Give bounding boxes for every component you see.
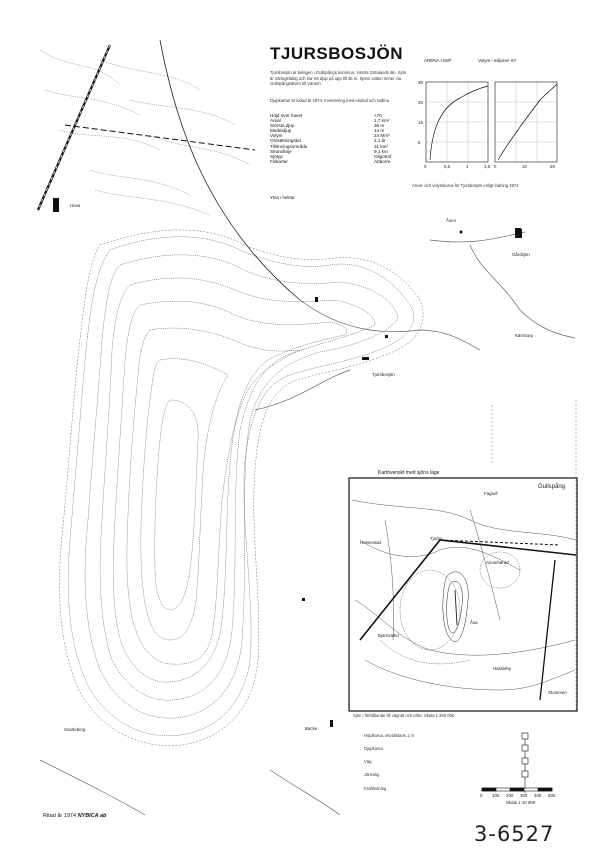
inset-label: Stommen <box>548 690 567 695</box>
legend-item: Djupkurva <box>364 746 383 751</box>
fact-label: Strandlinje <box>270 148 292 154</box>
tick-label: 0 <box>424 164 427 169</box>
facts-table <box>270 113 420 164</box>
scale-label: 100 <box>492 793 500 798</box>
legend-item: Järnväg <box>364 772 379 777</box>
fact-value: Oligotrof <box>374 153 392 159</box>
fact-value: Abborre <box>374 158 391 164</box>
inset-title: Kartöversikt med sjöns läge <box>378 470 440 476</box>
place-label-svarteberg: Svarteberg <box>64 727 86 732</box>
fact-value: +70 <box>374 113 382 118</box>
inset-map <box>349 478 577 711</box>
tick-label: 5 <box>418 140 421 145</box>
place-label-backe: Backe <box>305 726 318 731</box>
inset-label: Björnsätter <box>378 633 400 638</box>
tick-label: 0 <box>494 164 497 169</box>
footer-credit <box>43 813 106 819</box>
fact-label: Sjötyp <box>270 153 283 159</box>
place-label-asen: Åsen <box>446 218 457 223</box>
intro-text: Tjursbosjön är belägen i Gullspångs kommun, Västra Götalands län. Sjön är näringsfattig och har ett djup på upp till 36 m. Sjöns vatten rinner via Gullspångsälven till Vänern. <box>270 70 407 87</box>
fact-label: Tillrinningsområde <box>270 143 308 149</box>
fact-label: Medeldjup <box>270 128 292 134</box>
farm-house <box>517 229 522 238</box>
fact-value: 36 m <box>374 123 385 129</box>
fact-label: Största djup <box>270 123 295 129</box>
railway <box>38 45 110 210</box>
tick-label: 1 <box>466 164 469 169</box>
right-chart-header: Volym i miljoner m³ <box>478 58 517 63</box>
publisher: NYBICA ab <box>77 813 107 819</box>
fact-label: Omsättningstid <box>270 138 301 144</box>
fact-value: 14 m <box>374 128 385 134</box>
scale-label: 500 <box>548 793 556 798</box>
inset-label: Amnehärad <box>486 560 509 565</box>
place-label-gardsjon: Gårdsjön <box>512 252 530 257</box>
inset-label: Hassleby <box>493 666 512 671</box>
fact-value: 31 km² <box>374 143 389 149</box>
power-line <box>65 125 255 150</box>
legend-item: Kraftledning <box>364 786 387 791</box>
tick-label: 10 <box>522 164 527 169</box>
place-label-karrstorp: Kärrstorp <box>515 333 534 338</box>
place-label-lake: Tjursbosjön <box>372 372 395 377</box>
tick-label: 1,5 <box>484 164 491 169</box>
fact-value: 1,7 km² <box>374 118 390 124</box>
tick-label: 0,5 <box>444 164 451 169</box>
drawn-by: Ritad år 1974 <box>43 813 77 819</box>
fact-label: Areal <box>270 118 281 124</box>
fact-label: Höjd över havet <box>270 113 303 118</box>
tick-label: 15 <box>418 120 423 125</box>
tick-label: 35 <box>418 80 423 85</box>
fact-value: 24 Mm³ <box>374 133 390 139</box>
area-curve <box>430 86 488 160</box>
fact-value: 2,1 år <box>374 138 386 144</box>
station-building <box>53 198 59 212</box>
scale-unit: Skala 1:10 000 <box>506 800 536 805</box>
fact-label: Fiskarter <box>270 158 288 164</box>
survey-text: Djupkartan är lodad år 1974. Inventering med ekolod och lodlina. <box>270 98 391 103</box>
inset-label: Gullspång <box>538 484 566 490</box>
fact-value: 9,1 km <box>374 148 388 154</box>
inset-label: Holmestad <box>360 540 381 545</box>
tick-label: 20 <box>550 164 555 169</box>
fact-label: Volym <box>270 133 283 139</box>
inset-label: Fagrull <box>484 491 498 496</box>
legend-item: Väg <box>364 759 372 764</box>
place-label-hova: Hova <box>70 203 81 208</box>
chart-caption: Areal- och volymkurva för Tjursbosjön enligt lodning 1974 <box>412 183 519 188</box>
inset-caption: Sjön i förhållande till vägnät och orter. Skala 1:200 000 <box>353 713 455 718</box>
legend-note: Ytan i hektar <box>270 195 295 200</box>
scale-label: 0 <box>480 793 483 798</box>
scale-label: 400 <box>534 793 542 798</box>
left-chart-header: ARENA I KM² <box>424 58 452 63</box>
inset-label: Tjurbo <box>430 536 443 541</box>
catalog-number: 3-6527 <box>474 822 555 846</box>
scale-label: 300 <box>520 793 528 798</box>
fact-row <box>270 159 420 164</box>
page-title: TJURSBOSJÖN <box>270 44 404 63</box>
scale-label: 200 <box>506 793 514 798</box>
area-volume-charts <box>426 82 557 162</box>
tick-label: 25 <box>418 100 423 105</box>
inset-label: Åsa <box>470 620 478 625</box>
legend-item: Höjdkurva, ekvidistans 1 m <box>364 733 415 738</box>
